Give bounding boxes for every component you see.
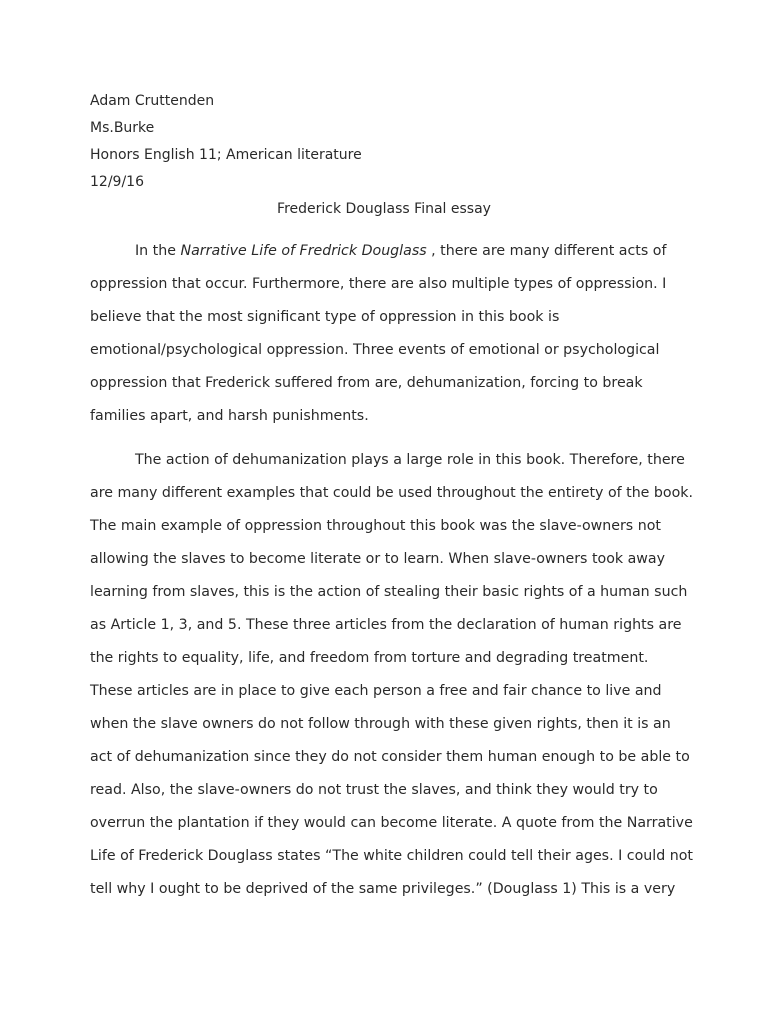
paragraph-2-line: tell why I ought to be deprived of the same privileges.” (Douglass 1) This is a very [90, 881, 676, 897]
paragraph-2-line: Life of Frederick Douglass states “The white children could tell their ages. I could not [90, 848, 693, 864]
paragraph-2-line: the rights to equality, life, and freedom from torture and degrading treatment. [90, 650, 649, 666]
paragraph-2-line: when the slave owners do not follow through with these given rights, then it is an [90, 716, 671, 732]
paragraph-2-line: learning from slaves, this is the action of stealing their basic rights of a human such [90, 584, 688, 600]
paragraph-1-line: oppression that Frederick suffered from are, dehumanization, forcing to break [90, 375, 643, 391]
paragraph-2-line: overrun the plantation if they would can become literate. A quote from the Narrative [90, 815, 693, 831]
paragraph-2-line: are many different examples that could be used throughout the entirety of the book. [90, 485, 694, 501]
paragraph-2-line: allowing the slaves to become literate or to learn. When slave-owners took away [90, 551, 665, 567]
author-name: Adam Cruttenden [90, 93, 215, 109]
paragraph-1-line: oppression that occur. Furthermore, there are also multiple types of oppression. I [90, 276, 667, 292]
paragraph-1-line: emotional/psychological oppression. Three events of emotional or psychological [90, 342, 660, 358]
teacher-name: Ms.Burke [90, 120, 155, 136]
essay-date: 12/9/16 [90, 174, 144, 190]
paragraph-1-line: families apart, and harsh punishments. [90, 408, 369, 424]
paragraph-1-suffix: , there are many different acts of [426, 243, 667, 259]
paragraph-1-line-1 [135, 242, 666, 260]
course-name: Honors English 11; American literature [90, 147, 362, 163]
paragraph-2-line: act of dehumanization since they do not consider them human enough to be able to [90, 749, 690, 765]
paragraph-2-line: The main example of oppression throughout this book was the slave-owners not [90, 518, 661, 534]
paragraph-1-line: believe that the most significant type of oppression in this book is [90, 309, 560, 325]
essay-title: Frederick Douglass Final essay [277, 201, 491, 217]
paragraph-2-line: as Article 1, 3, and 5. These three articles from the declaration of human rights are [90, 617, 682, 633]
book-title: Narrative Life of Fredrick Douglass [180, 243, 427, 259]
paragraph-2-line-1: The action of dehumanization plays a large role in this book. Therefore, there [135, 452, 685, 468]
paragraph-2-line: read. Also, the slave-owners do not trust the slaves, and think they would try to [90, 782, 658, 798]
paragraph-1-prefix: In the [135, 243, 181, 259]
paragraph-2-line: These articles are in place to give each person a free and fair chance to live and [90, 683, 662, 699]
